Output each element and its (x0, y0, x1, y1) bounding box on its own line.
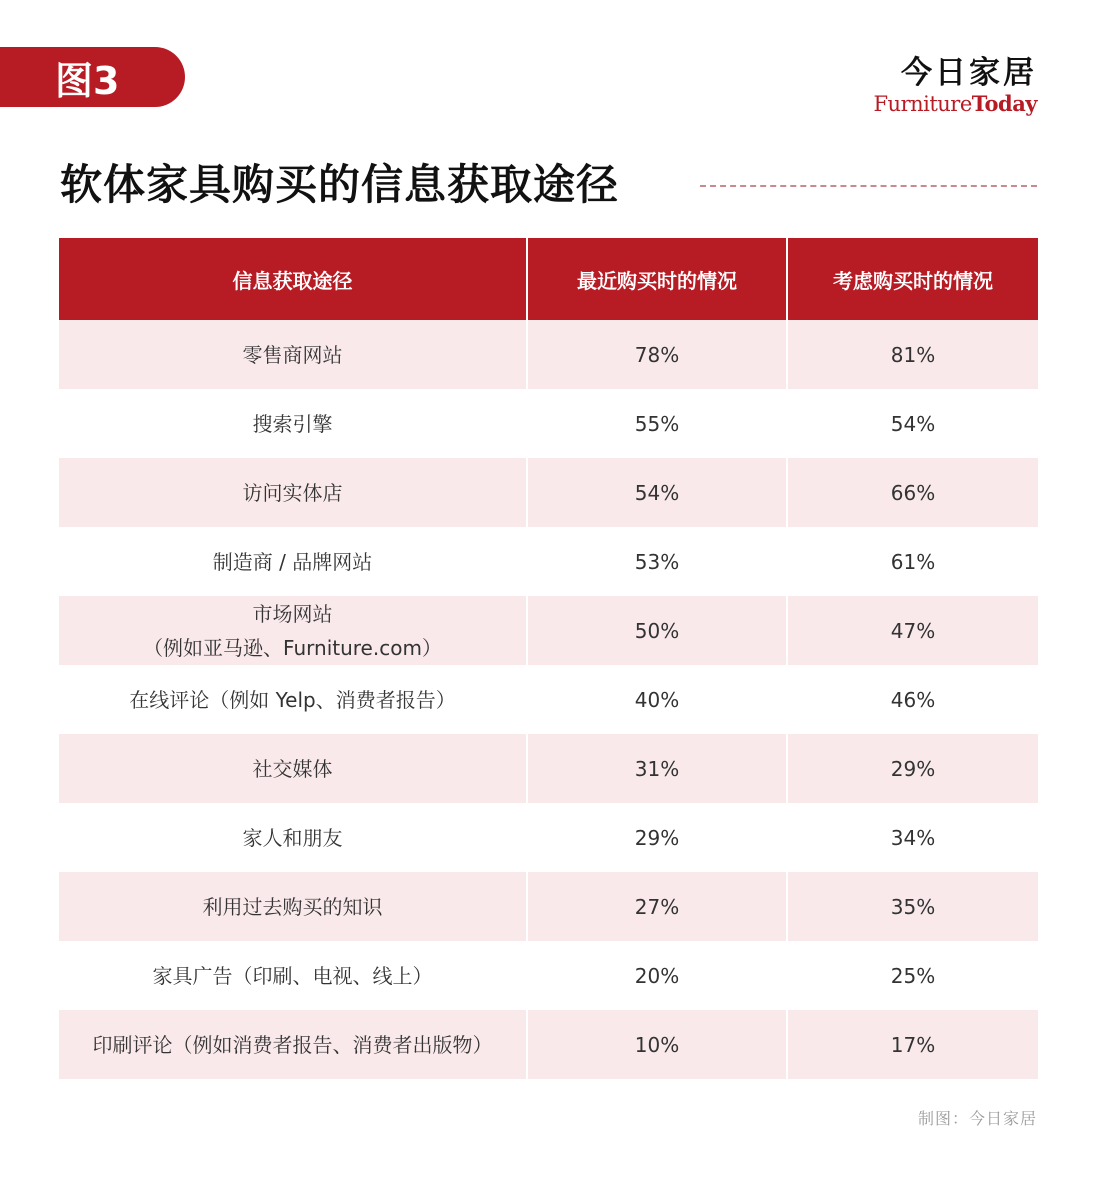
cell-recent: 10% (527, 1010, 787, 1079)
cell-source: 零售商网站 (59, 320, 527, 389)
brand-logo (873, 55, 1037, 117)
source-note: 制图：今日家居 (917, 1109, 1037, 1128)
cell-recent: 54% (527, 458, 787, 527)
table-row (59, 734, 1038, 803)
table-row (59, 320, 1038, 389)
cell-source-line1: 市场网站 (252, 601, 333, 626)
cell-considering: 17% (787, 1010, 1038, 1079)
cell-considering: 46% (787, 665, 1038, 734)
cell-source-line2: （例如亚马逊、Furniture.com） (143, 635, 442, 660)
table-row (59, 803, 1038, 872)
cell-recent: 29% (527, 803, 787, 872)
table-row (59, 596, 1038, 665)
cell-considering: 34% (787, 803, 1038, 872)
figure-tag-label: 图3 (55, 58, 120, 103)
cell-recent: 53% (527, 527, 787, 596)
table-row (59, 458, 1038, 527)
page-title: 软体家具购买的信息获取途径 (60, 160, 620, 209)
cell-source: 家人和朋友 (59, 803, 527, 872)
cell-considering: 29% (787, 734, 1038, 803)
cell-source: 制造商 / 品牌网站 (59, 527, 527, 596)
table-row (59, 527, 1038, 596)
cell-recent: 27% (527, 872, 787, 941)
cell-source: 利用过去购买的知识 (59, 872, 527, 941)
cell-recent: 55% (527, 389, 787, 458)
cell-source: 印刷评论（例如消费者报告、消费者出版物） (59, 1010, 527, 1079)
cell-source (59, 596, 527, 665)
cell-considering: 47% (787, 596, 1038, 665)
header-source: 信息获取途径 (59, 238, 527, 320)
brand-name-en (873, 91, 1037, 117)
cell-recent: 20% (527, 941, 787, 1010)
table-row (59, 941, 1038, 1010)
brand-name-en-today: Today (971, 91, 1037, 116)
cell-considering: 66% (787, 458, 1038, 527)
table-row (59, 389, 1038, 458)
cell-considering: 25% (787, 941, 1038, 1010)
cell-source: 在线评论（例如 Yelp、消费者报告） (59, 665, 527, 734)
cell-recent: 40% (527, 665, 787, 734)
table-row (59, 872, 1038, 941)
cell-source: 访问实体店 (59, 458, 527, 527)
title-divider (700, 185, 1037, 187)
cell-considering: 81% (787, 320, 1038, 389)
cell-considering: 54% (787, 389, 1038, 458)
table-row (59, 1010, 1038, 1079)
cell-source: 社交媒体 (59, 734, 527, 803)
brand-name-en-furniture: Furniture (873, 92, 972, 116)
cell-source: 家具广告（印刷、电视、线上） (59, 941, 527, 1010)
table-header-row (59, 238, 1038, 320)
brand-name-cn: 今日家居 (901, 55, 1037, 91)
figure-tag (0, 47, 185, 107)
cell-recent: 78% (527, 320, 787, 389)
header-considering: 考虑购买时的情况 (787, 238, 1038, 320)
cell-recent: 50% (527, 596, 787, 665)
cell-recent: 31% (527, 734, 787, 803)
cell-considering: 61% (787, 527, 1038, 596)
table-row (59, 665, 1038, 734)
header-recent: 最近购买时的情况 (527, 238, 787, 320)
cell-source: 搜索引擎 (59, 389, 527, 458)
info-source-table (59, 238, 1038, 1079)
cell-considering: 35% (787, 872, 1038, 941)
